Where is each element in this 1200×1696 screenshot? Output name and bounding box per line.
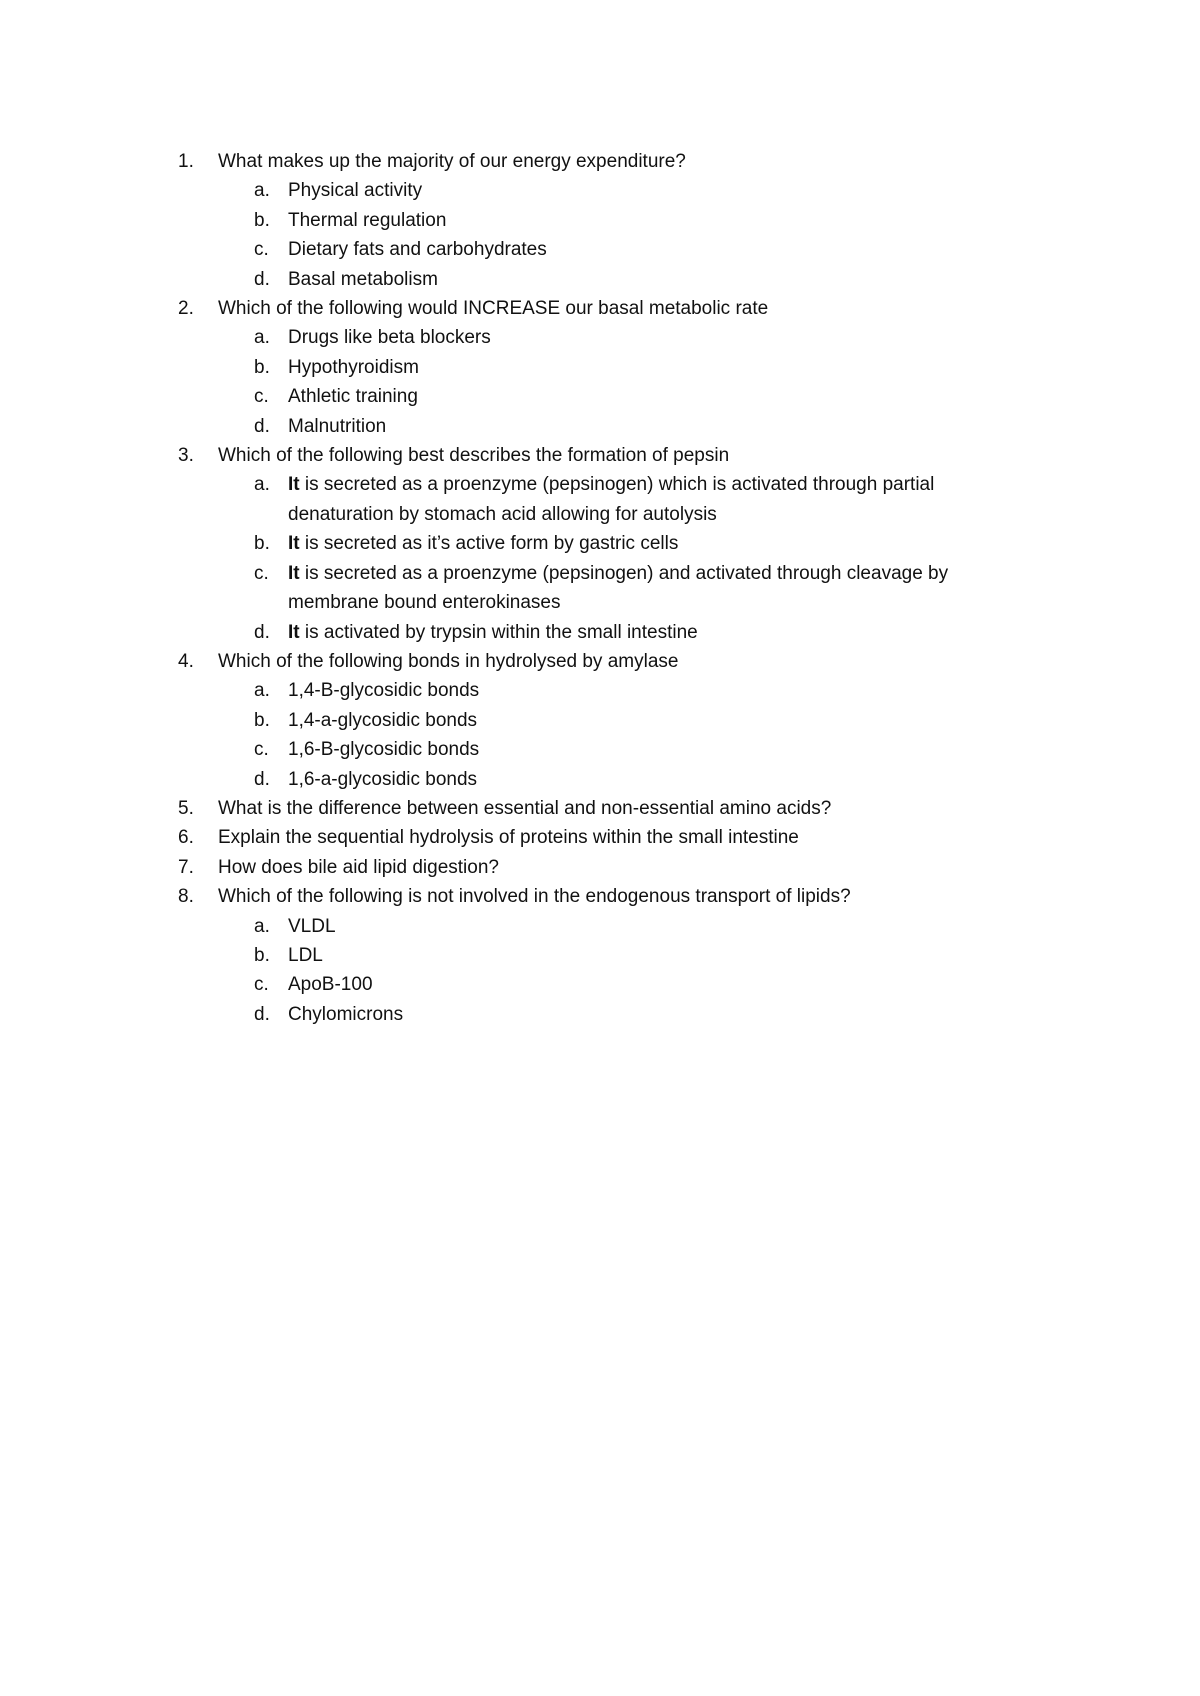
option-letter: d. [254,621,270,643]
option-letter: b. [254,533,270,555]
question-row [178,294,1038,323]
option-body: Physical activity [288,180,423,202]
option-text [288,706,1003,735]
option-body: 1,4-B-glycosidic bonds [288,680,480,702]
option-item [178,735,1038,764]
option-letter: c. [254,739,269,761]
option-item [178,529,1038,558]
option-item [178,382,1038,411]
option-body: 1,6-B-glycosidic bonds [288,739,480,761]
question-number: 4. [178,650,194,672]
question-row [178,794,1038,823]
option-text [288,323,1003,352]
question-item [178,441,1038,647]
option-list [178,323,1038,441]
option-text [288,676,1003,705]
question-number: 5. [178,797,194,819]
question-text: Which of the following is not involved in the endogenous transport of lipids? [218,886,851,908]
option-letter: a. [254,915,270,937]
question-row [178,147,1038,176]
option-item [178,559,1038,618]
option-body: is secreted as a proenzyme (pepsinogen) which is activated through partial denaturation by stomach acid allowing for autolysis [288,474,935,525]
option-text [288,735,1003,764]
option-item [178,235,1038,264]
option-item [178,970,1038,999]
option-list [178,470,1038,646]
option-list [178,912,1038,1030]
option-text [288,265,1003,294]
option-item [178,265,1038,294]
question-item [178,882,1038,1029]
option-letter: c. [254,562,269,584]
option-body: is secreted as it’s active form by gastric cells [299,533,679,555]
question-text: Which of the following best describes the formation of pepsin [218,445,730,467]
question-text: What makes up the majority of our energy expenditure? [218,151,686,172]
option-text [288,353,1003,382]
option-body: is activated by trypsin within the small intestine [299,621,698,643]
option-letter: d. [254,1003,270,1025]
option-text [288,206,1003,235]
question-text: How does bile aid lipid digestion? [218,856,499,878]
question-number: 3. [178,445,194,467]
option-text [288,618,1003,647]
option-body: Hypothyroidism [288,356,419,378]
question-row [178,882,1038,911]
option-text [288,765,1003,794]
option-item [178,912,1038,941]
option-letter: d. [254,268,270,290]
option-item [178,323,1038,352]
option-letter: b. [254,709,270,731]
option-body: Thermal regulation [288,209,447,231]
question-item [178,794,1038,823]
option-prefix: It [288,533,300,555]
question-list [178,147,1038,1029]
question-row [178,647,1038,676]
option-letter: a. [254,474,270,496]
option-letter: d. [254,768,270,790]
option-item [178,1000,1038,1029]
option-item [178,206,1038,235]
option-text [288,970,1003,999]
option-item [178,412,1038,441]
option-body: Drugs like beta blockers [288,327,491,349]
question-item [178,147,1038,294]
option-letter: c. [254,386,269,408]
question-number: 1. [178,151,194,172]
option-text [288,529,1003,558]
option-letter: b. [254,209,270,231]
option-prefix: It [288,562,300,584]
option-text [288,235,1003,264]
option-letter: b. [254,356,270,378]
option-letter: a. [254,680,270,702]
option-body: Dietary fats and carbohydrates [288,239,547,261]
option-text [288,412,1003,441]
option-item [178,618,1038,647]
question-number: 2. [178,298,194,320]
question-text: What is the difference between essential and non-essential amino acids? [218,797,832,819]
option-item [178,353,1038,382]
option-text [288,1000,1003,1029]
option-list [178,676,1038,794]
option-body: Athletic training [288,386,418,408]
option-item [178,676,1038,705]
option-body: ApoB-100 [288,974,373,996]
question-item [178,647,1038,794]
option-letter: a. [254,180,270,202]
option-letter: a. [254,327,270,349]
option-text [288,176,1003,205]
option-text [288,559,1003,618]
question-text: Which of the following would INCREASE our basal metabolic rate [218,298,769,320]
question-number: 6. [178,827,194,849]
question-row [178,441,1038,470]
question-row [178,853,1038,882]
option-item [178,765,1038,794]
option-text [288,382,1003,411]
option-body: Malnutrition [288,415,387,437]
option-body: 1,6-a-glycosidic bonds [288,768,478,790]
option-body: 1,4-a-glycosidic bonds [288,709,478,731]
question-number: 8. [178,886,194,908]
question-row [178,823,1038,852]
option-body: LDL [288,944,323,966]
question-item [178,294,1038,441]
option-item [178,176,1038,205]
option-letter: c. [254,239,269,261]
question-item [178,823,1038,852]
option-item [178,470,1038,529]
question-number: 7. [178,856,194,878]
option-text [288,470,1003,529]
option-prefix: It [288,474,300,496]
option-text [288,912,1003,941]
question-text: Explain the sequential hydrolysis of proteins within the small intestine [218,827,799,849]
option-body: Basal metabolism [288,268,438,290]
option-text [288,941,1003,970]
option-prefix: It [288,621,300,643]
option-body: is secreted as a proenzyme (pepsinogen) and activated through cleavage by membrane bound enterokinases [288,562,949,614]
option-item [178,941,1038,970]
option-letter: b. [254,944,270,966]
option-letter: c. [254,974,269,996]
option-letter: d. [254,415,270,437]
question-item [178,853,1038,882]
option-body: Chylomicrons [288,1003,404,1025]
option-list [178,176,1038,294]
option-body: VLDL [288,915,336,937]
question-text: Which of the following bonds in hydrolysed by amylase [218,650,679,672]
option-item [178,706,1038,735]
